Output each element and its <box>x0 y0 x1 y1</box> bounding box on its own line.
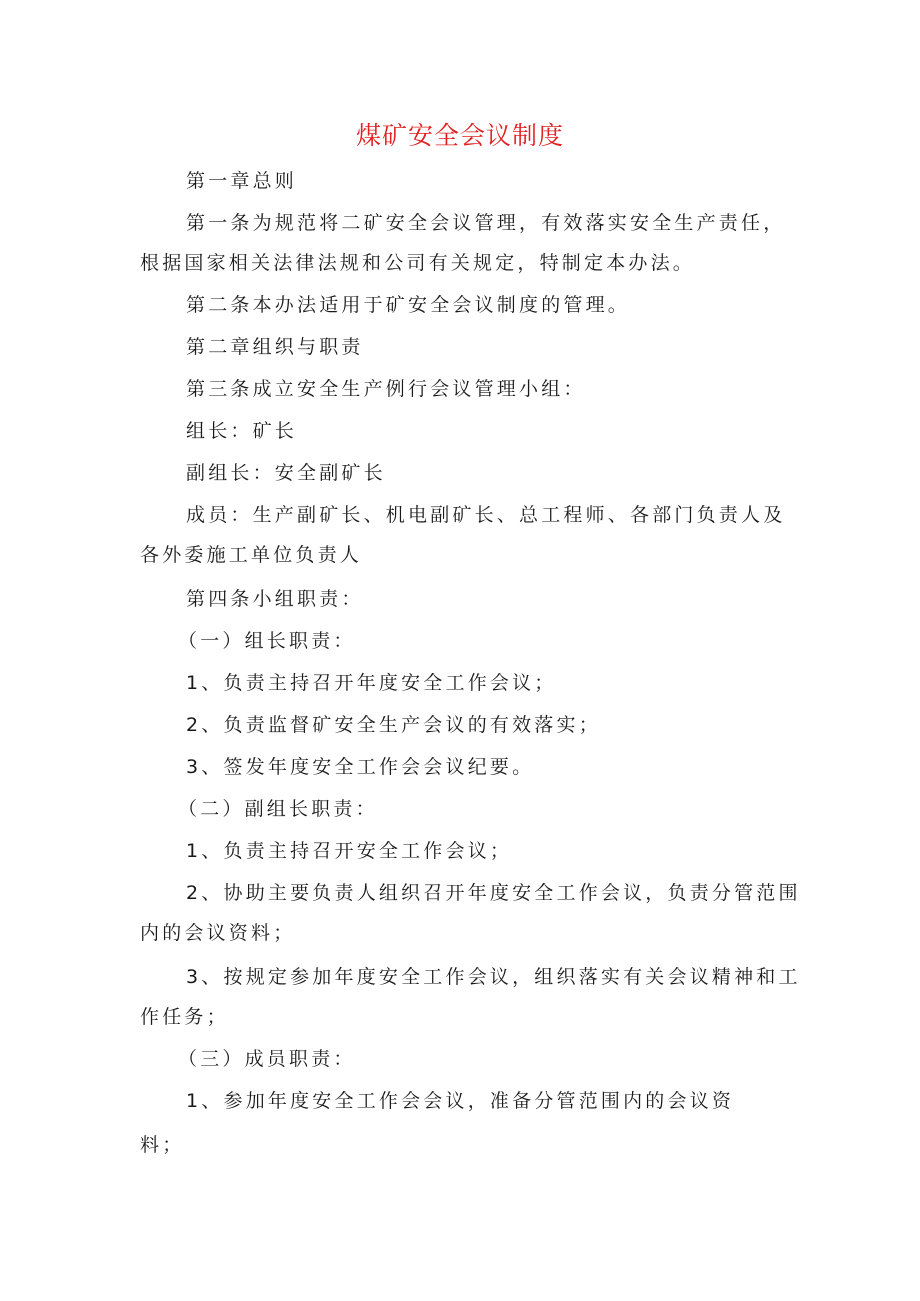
paragraph-line: 根据国家相关法律法规和公司有关规定，特制定本办法。 <box>140 252 696 274</box>
list-item: 1、负责主持召开安全工作会议； <box>186 840 513 862</box>
list-item: 料； <box>140 1134 185 1156</box>
list-item: 1、参加年度安全工作会会议，准备分管范围内的会议资 <box>186 1090 735 1112</box>
list-item: 3、签发年度安全工作会会议纪要。 <box>186 756 535 778</box>
list-item: 内的会议资料； <box>140 922 296 944</box>
list-item: 2、负责监督矿安全生产会议的有效落实； <box>186 714 601 736</box>
paragraph-line: 各外委施工单位负责人 <box>140 544 363 566</box>
paragraph-line: 第四条小组职责： <box>186 588 364 610</box>
list-item: 2、协助主要负责人组织召开年度安全工作会议，负责分管范围 <box>186 882 801 904</box>
paragraph-line: 副组长：安全副矿长 <box>186 462 386 484</box>
paragraph-line: 成员：生产副矿长、机电副矿长、总工程师、各部门负责人及 <box>186 504 786 526</box>
paragraph-line: 第一条为规范将二矿安全会议管理，有效落实安全生产责任， <box>186 212 786 234</box>
list-item: 作任务； <box>140 1006 229 1028</box>
paragraph-line: 第二条本办法适用于矿安全会议制度的管理。 <box>186 294 631 316</box>
paragraph-line: （一）组长职责： <box>178 630 356 652</box>
document-title: 煤矿安全会议制度 <box>355 121 564 150</box>
paragraph-line: （三）成员职责： <box>178 1048 356 1070</box>
chapter-heading: 第二章组织与职责 <box>186 336 364 358</box>
list-item: 1、负责主持召开年度安全工作会议； <box>186 672 557 694</box>
paragraph-line: （二）副组长职责： <box>178 798 378 820</box>
paragraph-line: 第三条成立安全生产例行会议管理小组： <box>186 378 586 400</box>
list-item: 3、按规定参加年度安全工作会议，组织落实有关会议精神和工 <box>186 966 801 988</box>
chapter-heading: 第一章总则 <box>186 170 298 192</box>
paragraph-line: 组长：矿长 <box>186 420 298 442</box>
